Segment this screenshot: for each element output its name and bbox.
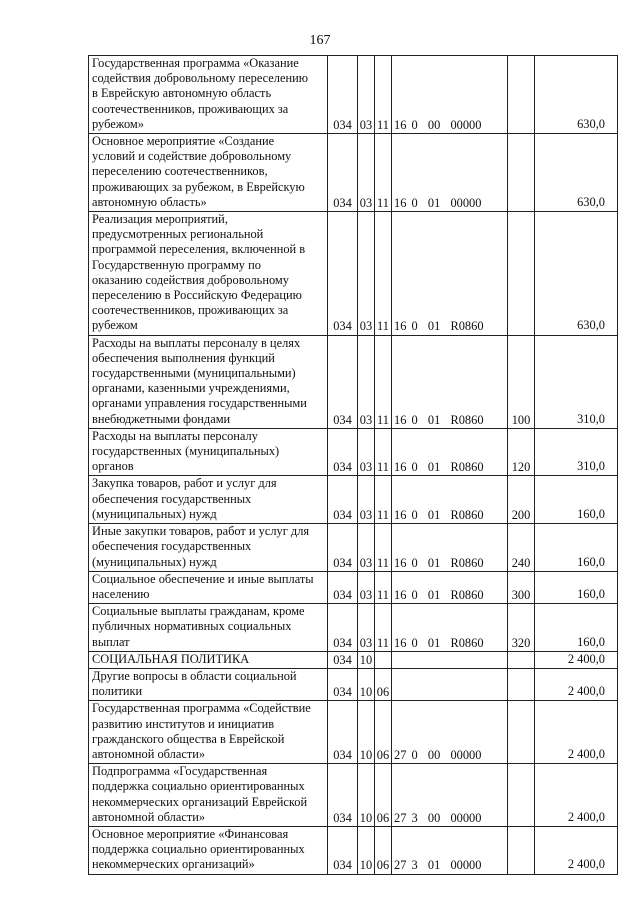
code-expense-type: [508, 826, 535, 874]
code-target-article: 27 0 00 00000: [392, 701, 508, 764]
code-grbs: 034: [328, 604, 358, 652]
code-expense-type: [508, 134, 535, 212]
code-grbs: 034: [328, 212, 358, 336]
code-subsection: 11: [375, 134, 392, 212]
budget-table: [88, 55, 618, 875]
amount-value: 630,0: [535, 56, 618, 134]
code-grbs: 034: [328, 764, 358, 827]
code-expense-type: [508, 764, 535, 827]
code-target-article: 27 3 00 00000: [392, 764, 508, 827]
code-grbs: 034: [328, 701, 358, 764]
amount-value: 310,0: [535, 428, 618, 476]
code-target-article: [392, 651, 508, 668]
row-name: Реализация мероприятий, предусмотренных региональной программой переселения, включенной в Государственную программу по оказанию содействия добровольному переселению в Российскую Федерацию соотечественников, проживающих за рубежом: [89, 212, 328, 336]
row-name: Социальные выплаты гражданам, кроме публичных нормативных социальных выплат: [89, 604, 328, 652]
code-subsection: [375, 651, 392, 668]
code-expense-type: 200: [508, 476, 535, 524]
code-section: 10: [358, 701, 375, 764]
page-number: 167: [309, 33, 331, 48]
amount-value: 2 400,0: [535, 826, 618, 874]
code-target-article: 16 0 01 R0860: [392, 571, 508, 603]
row-name: Иные закупки товаров, работ и услуг для обеспечения государственных (муниципальных) нужд: [89, 524, 328, 572]
code-target-article: 27 3 01 00000: [392, 826, 508, 874]
code-subsection: 06: [375, 701, 392, 764]
code-subsection: 11: [375, 56, 392, 134]
code-expense-type: 120: [508, 428, 535, 476]
row-name: Расходы на выплаты персоналу государственных (муниципальных) органов: [89, 428, 328, 476]
amount-value: 160,0: [535, 524, 618, 572]
table-row: [89, 604, 618, 652]
row-name: Основное мероприятие «Создание условий и содействие добровольному переселению соотечественников, проживающих за рубежом, в Еврейскую автономную область»: [89, 134, 328, 212]
code-grbs: 034: [328, 571, 358, 603]
table-row: [89, 335, 618, 428]
code-section: 10: [358, 668, 375, 700]
code-grbs: 034: [328, 668, 358, 700]
code-grbs: 034: [328, 56, 358, 134]
row-name: Государственная программа «Оказание содействия добровольному переселению в Еврейскую автономную область соотечественников, проживающих за рубежом»: [89, 56, 328, 134]
code-expense-type: 300: [508, 571, 535, 603]
table-row: [89, 701, 618, 764]
table-row: [89, 428, 618, 476]
row-name: Закупка товаров, работ и услуг для обеспечения государственных (муниципальных) нужд: [89, 476, 328, 524]
table-row: [89, 56, 618, 134]
code-section: 03: [358, 604, 375, 652]
code-target-article: 16 0 00 00000: [392, 56, 508, 134]
table-row: [89, 571, 618, 603]
code-subsection: 11: [375, 335, 392, 428]
code-subsection: 11: [375, 524, 392, 572]
code-expense-type: [508, 701, 535, 764]
code-target-article: 16 0 01 R0860: [392, 428, 508, 476]
table-row: [89, 476, 618, 524]
code-subsection: 06: [375, 826, 392, 874]
code-target-article: 16 0 01 R0860: [392, 476, 508, 524]
code-target-article: 16 0 01 R0860: [392, 524, 508, 572]
code-expense-type: [508, 668, 535, 700]
table-row: [89, 524, 618, 572]
amount-value: 630,0: [535, 134, 618, 212]
code-subsection: 06: [375, 764, 392, 827]
code-subsection: 11: [375, 428, 392, 476]
table-row: [89, 134, 618, 212]
code-section: 03: [358, 335, 375, 428]
row-name: Основное мероприятие «Финансовая поддержка социально ориентированных некоммерческих организаций»: [89, 826, 328, 874]
table-row: [89, 764, 618, 827]
amount-value: 160,0: [535, 476, 618, 524]
table-row: [89, 651, 618, 668]
code-expense-type: 240: [508, 524, 535, 572]
row-name: Социальное обеспечение и иные выплаты населению: [89, 571, 328, 603]
row-name: Расходы на выплаты персоналу в целях обеспечения выполнения функций государственными (муниципальными) органами, казенными учреждениями, органами управления государственными внебюджетными фондами: [89, 335, 328, 428]
code-section: 03: [358, 212, 375, 336]
table-row: [89, 826, 618, 874]
row-name: СОЦИАЛЬНАЯ ПОЛИТИКА: [89, 651, 328, 668]
code-subsection: 11: [375, 476, 392, 524]
code-section: 03: [358, 571, 375, 603]
row-name: Подпрограмма «Государственная поддержка социально ориентированных некоммерческих организаций Еврейской автономной области»: [89, 764, 328, 827]
code-section: 10: [358, 826, 375, 874]
amount-value: 2 400,0: [535, 651, 618, 668]
code-target-article: 16 0 01 R0860: [392, 604, 508, 652]
code-grbs: 034: [328, 335, 358, 428]
code-grbs: 034: [328, 524, 358, 572]
amount-value: 160,0: [535, 571, 618, 603]
row-name: Государственная программа «Содействие развитию институтов и инициатив гражданского общества в Еврейской автономной области»: [89, 701, 328, 764]
code-section: 03: [358, 56, 375, 134]
code-grbs: 034: [328, 134, 358, 212]
code-section: 03: [358, 476, 375, 524]
amount-value: 310,0: [535, 335, 618, 428]
code-subsection: 11: [375, 212, 392, 336]
code-subsection: 11: [375, 571, 392, 603]
code-subsection: 11: [375, 604, 392, 652]
amount-value: 160,0: [535, 604, 618, 652]
code-target-article: 16 0 01 00000: [392, 134, 508, 212]
code-section: 03: [358, 134, 375, 212]
code-subsection: 06: [375, 668, 392, 700]
row-name: Другие вопросы в области социальной политики: [89, 668, 328, 700]
code-target-article: [392, 668, 508, 700]
code-section: 03: [358, 524, 375, 572]
amount-value: 2 400,0: [535, 701, 618, 764]
code-grbs: 034: [328, 651, 358, 668]
code-expense-type: [508, 651, 535, 668]
code-grbs: 034: [328, 476, 358, 524]
code-expense-type: 100: [508, 335, 535, 428]
table-row: [89, 212, 618, 336]
code-expense-type: 320: [508, 604, 535, 652]
table-row: [89, 668, 618, 700]
code-target-article: 16 0 01 R0860: [392, 335, 508, 428]
code-section: 10: [358, 651, 375, 668]
code-expense-type: [508, 56, 535, 134]
code-target-article: 16 0 01 R0860: [392, 212, 508, 336]
code-expense-type: [508, 212, 535, 336]
amount-value: 2 400,0: [535, 668, 618, 700]
code-section: 03: [358, 428, 375, 476]
amount-value: 2 400,0: [535, 764, 618, 827]
code-grbs: 034: [328, 826, 358, 874]
amount-value: 630,0: [535, 212, 618, 336]
code-section: 10: [358, 764, 375, 827]
code-grbs: 034: [328, 428, 358, 476]
